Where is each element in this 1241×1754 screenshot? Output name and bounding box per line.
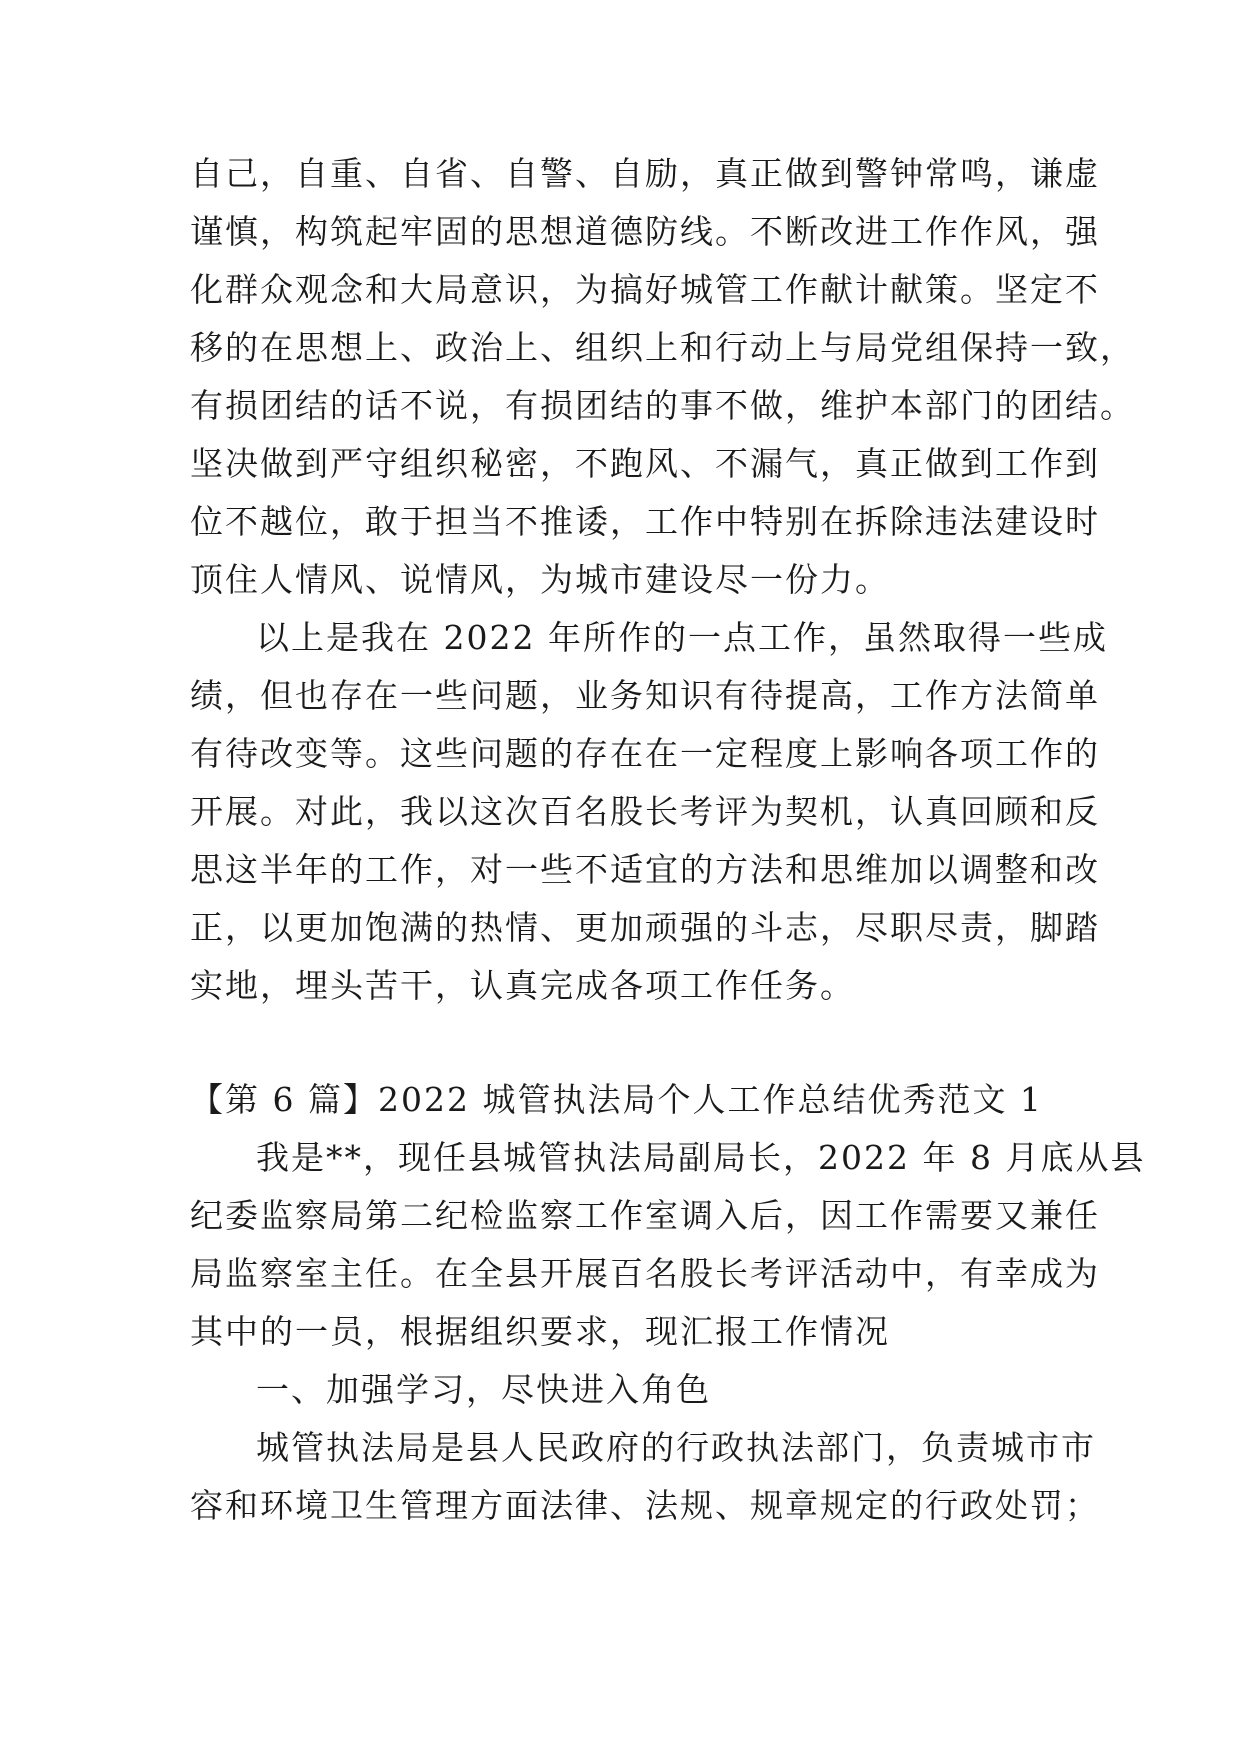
paragraph-line: 移的在思想上、政治上、组织上和行动上与局党组保持一致， [190, 328, 1135, 367]
paragraph-line: 城管执法局是县人民政府的行政执法部门，负责城市市 [256, 1428, 1096, 1467]
paragraph-line: 其中的一员，根据组织要求，现汇报工作情况 [190, 1312, 890, 1351]
paragraph-line: 局监察室主任。在全县开展百名股长考评活动中，有幸成为 [190, 1254, 1100, 1293]
paragraph-line: 我是**，现任县城管执法局副局长，2022 年 8 月底从县 [256, 1138, 1146, 1177]
paragraph-line: 纪委监察局第二纪检监察工作室调入后，因工作需要又兼任 [190, 1196, 1100, 1235]
paragraph-line: 有损团结的话不说，有损团结的事不做，维护本部门的团结。 [190, 386, 1135, 425]
paragraph-line: 化群众观念和大局意识，为搞好城管工作献计献策。坚定不 [190, 270, 1100, 309]
paragraph-line: 容和环境卫生管理方面法律、法规、规章规定的行政处罚； [190, 1486, 1100, 1525]
paragraph-line: 实地，埋头苦干，认真完成各项工作任务。 [190, 966, 855, 1005]
paragraph-line: 开展。对此，我以这次百名股长考评为契机，认真回顾和反 [190, 792, 1100, 831]
paragraph-line: 坚决做到严守组织秘密，不跑风、不漏气，真正做到工作到 [190, 444, 1100, 483]
paragraph-line: 位不越位，敢于担当不推诿，工作中特别在拆除违法建设时 [190, 502, 1100, 541]
subsection-heading: 一、加强学习，尽快进入角色 [256, 1370, 711, 1409]
paragraph-line: 以上是我在 2022 年所作的一点工作，虽然取得一些成 [256, 618, 1108, 657]
paragraph-line: 顶住人情风、说情风，为城市建设尽一份力。 [190, 560, 890, 599]
paragraph-line: 思这半年的工作，对一些不适宜的方法和思维加以调整和改 [190, 850, 1100, 889]
paragraph-line: 绩，但也存在一些问题，业务知识有待提高，工作方法简单 [190, 676, 1100, 715]
paragraph-line: 正，以更加饱满的热情、更加顽强的斗志，尽职尽责，脚踏 [190, 908, 1100, 947]
paragraph-line: 自己，自重、自省、自警、自励，真正做到警钟常鸣，谦虚 [190, 154, 1100, 193]
section-heading: 【第 6 篇】2022 城管执法局个人工作总结优秀范文 1 [190, 1080, 1043, 1119]
paragraph-line: 谨慎，构筑起牢固的思想道德防线。不断改进工作作风，强 [190, 212, 1100, 251]
paragraph-line: 有待改变等。这些问题的存在在一定程度上影响各项工作的 [190, 734, 1100, 773]
